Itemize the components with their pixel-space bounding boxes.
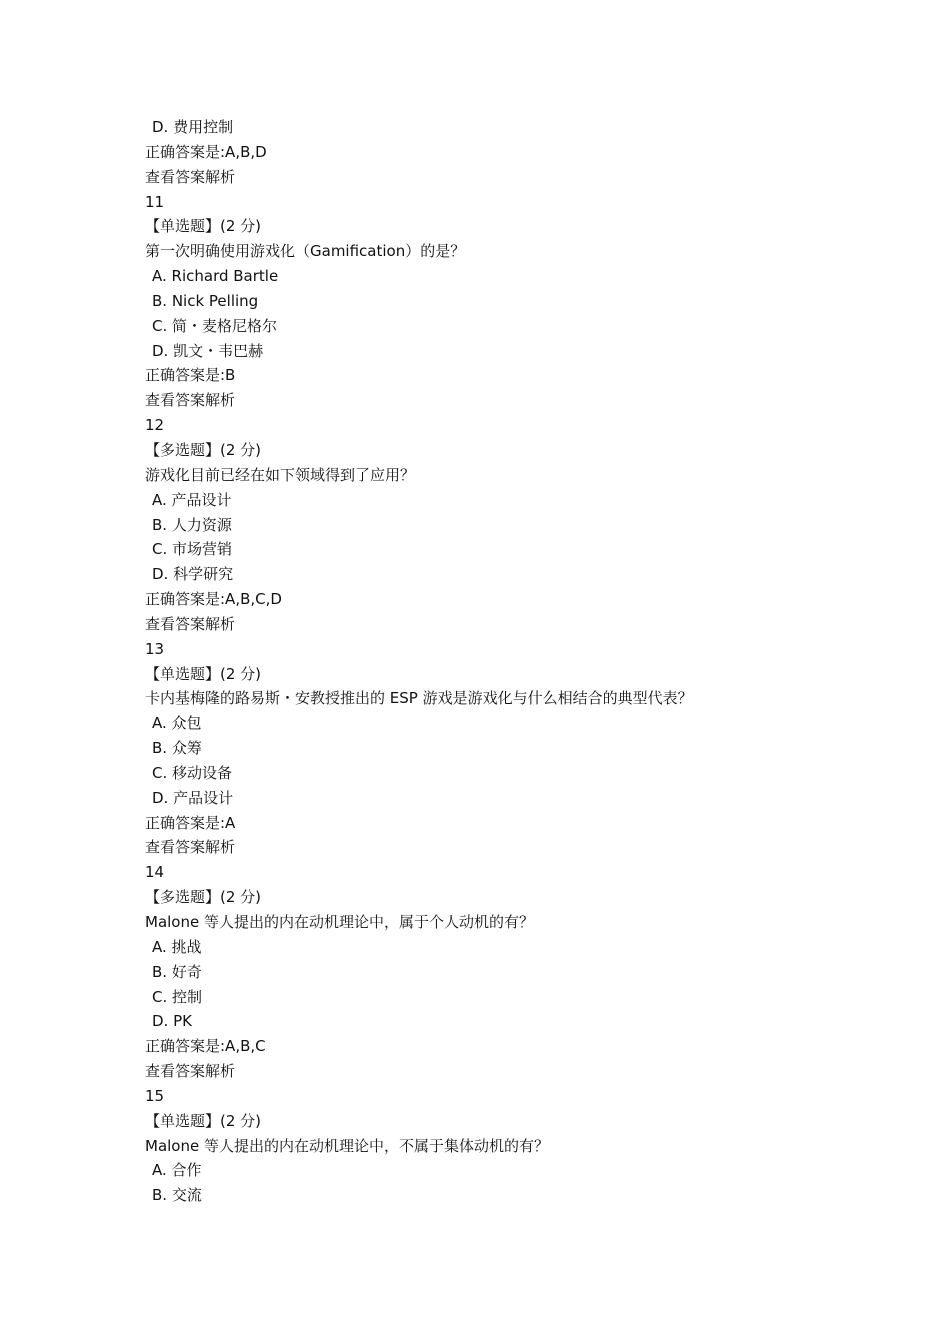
view-analysis-link[interactable]: 查看答案解析 [145,391,236,410]
answer-option: B. 交流 [152,1186,202,1205]
answer-option: B. 人力资源 [152,515,232,534]
question-number: 12 [145,416,165,435]
answer-option: C. 移动设备 [152,763,233,782]
quiz-content [145,115,905,1208]
answer-option: D. 凯文・韦巴赫 [152,341,264,360]
question-type: 【多选题】(2 分) [145,440,262,459]
answer-option: B. Nick Pelling [152,291,259,310]
question-text: Malone 等人提出的内在动机理论中，属于个人动机的有？ [145,913,534,931]
question-number: 14 [145,863,165,882]
question-type: 【单选题】(2 分) [145,1111,262,1130]
question-text: 游戏化目前已经在如下领域得到了应用？ [145,465,416,484]
answer-option: A. 挑战 [152,937,202,956]
question-text: 卡内基梅隆的路易斯・安教授推出的 ESP 游戏是游戏化与什么相结合的典型代表？ [145,689,693,708]
answer-option: B. 众筹 [152,739,202,758]
question-type: 【单选题】(2 分) [145,217,262,236]
answer-option: A. Richard Bartle [152,267,279,286]
answer-option: D. 费用控制 [152,118,234,136]
answer-option: D. 科学研究 [152,565,234,584]
answer-option: C. 市场营销 [152,540,233,559]
answer-option: C. 控制 [152,987,203,1006]
correct-answer: 正确答案是:B [145,366,236,385]
answer-option: D. PK [152,1012,192,1031]
correct-answer: 正确答案是:A,B,C,D [145,590,282,609]
correct-answer: 正确答案是:A,B,C [145,1037,266,1056]
view-analysis-link[interactable]: 查看答案解析 [145,838,236,857]
view-analysis-link[interactable]: 查看答案解析 [145,1062,236,1081]
answer-option: B. 好奇 [152,962,202,981]
answer-option: D. 产品设计 [152,788,234,807]
question-type: 【单选题】(2 分) [145,664,262,683]
question-number: 13 [145,639,165,658]
question-number: 11 [145,192,165,211]
question-type: 【多选题】(2 分) [145,888,262,907]
question-text: Malone 等人提出的内在动机理论中，不属于集体动机的有？ [145,1136,549,1155]
answer-option: A. 众包 [152,714,202,733]
correct-answer: 正确答案是:A [145,813,236,832]
question-text: 第一次明确使用游戏化（Gamification）的是？ [145,242,466,261]
view-analysis-link[interactable]: 查看答案解析 [145,614,236,633]
answer-option: C. 简・麦格尼格尔 [152,316,278,335]
answer-option: A. 产品设计 [152,490,232,509]
correct-answer: 正确答案是:A,B,D [145,142,267,161]
question-number: 15 [145,1086,165,1105]
answer-option: A. 合作 [152,1161,202,1180]
view-analysis-link[interactable]: 查看答案解析 [145,167,236,186]
